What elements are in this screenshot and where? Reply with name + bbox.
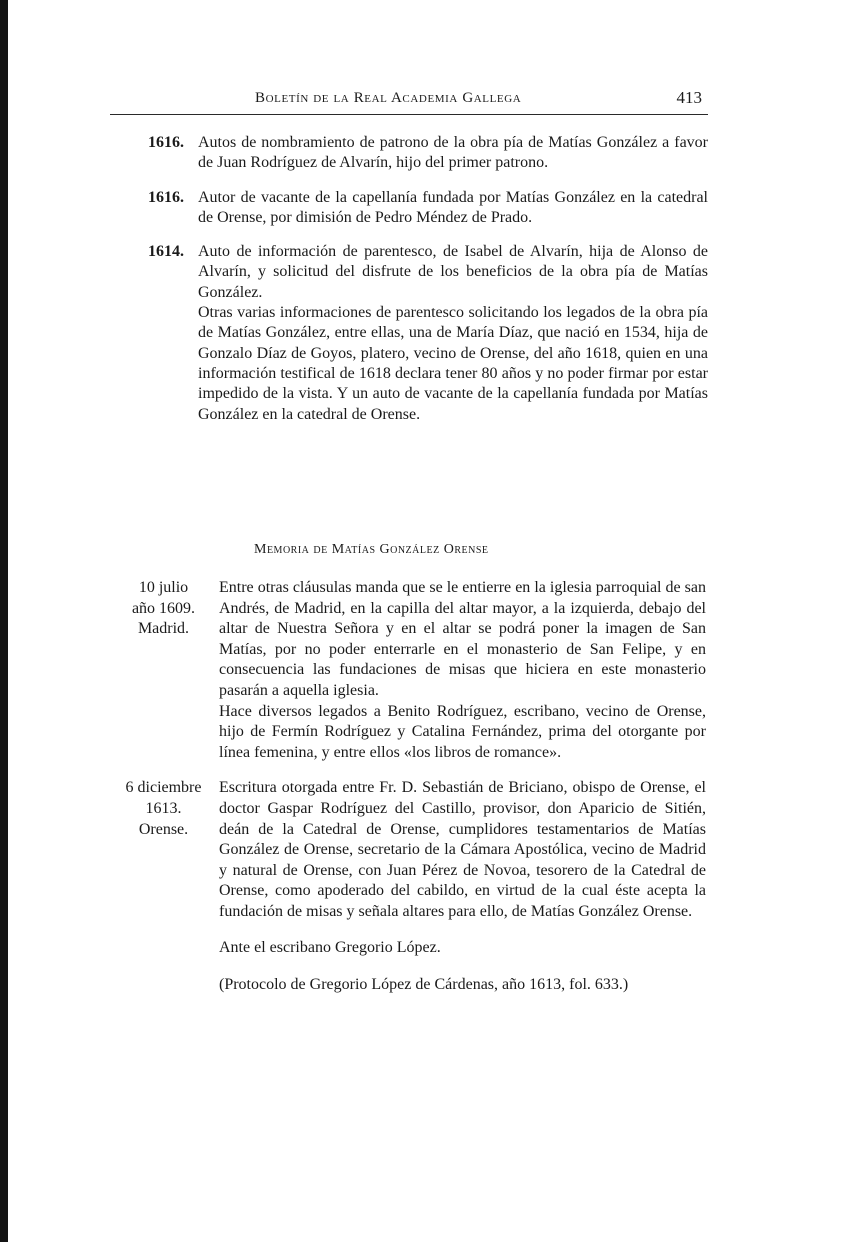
entry-text <box>198 188 708 229</box>
memoria-body <box>219 578 706 763</box>
date-line: año 1609. <box>131 599 196 617</box>
memoria-body <box>219 778 706 922</box>
entry-year: 1614. <box>148 243 184 261</box>
spacer <box>219 958 706 975</box>
document-entry <box>148 133 708 174</box>
entry-paragraph: Autos de nombramiento de patrono de la obra pía de Matías González a favor de Juan Rodríguez de Alvarín, hijo del primer patrono. <box>198 134 708 172</box>
entry-year: 1616. <box>148 188 184 206</box>
notary-line: Ante el escribano Gregorio López. <box>219 938 441 956</box>
memoria-date <box>108 578 219 763</box>
memoria-item <box>108 778 706 922</box>
date-line: Orense. <box>138 820 189 838</box>
date-line: Madrid. <box>137 620 190 638</box>
memoria-section <box>108 578 706 996</box>
date-line: 1613. <box>145 799 182 817</box>
memoria-paragraph: Hace diversos legados a Benito Rodríguez, escribano, vecino de Orense, hijo de Fermín Rodríguez y Catalina Fernández, prima del otorgante por línea femenina, y entre ellos «los libros de romance». <box>219 702 706 761</box>
date-line: 6 diciembre <box>125 779 202 797</box>
date-line: 10 julio <box>138 579 189 596</box>
entry-year: 1616. <box>148 134 184 151</box>
entry-text <box>198 242 708 425</box>
document-entry <box>148 242 708 425</box>
memoria-paragraph: Escritura otorgada entre Fr. D. Sebastián de Briciano, obispo de Orense, el doctor Gaspar Rodríguez del Castillo, provisor, don Aparicio de Sitién, deán de la Catedral de Orense, cumplidores testamentarios de Matías González de Orense, secretario de la Cámara Apostólica, vecino de Madrid y natural de Orense, con Juan Pérez de Novoa, tesorero de la Catedral de Orense, como apoderado del cabildo, en virtud de la cual éste acepta la fundación de misas y señala altares para ello, de Matías González Orense. <box>219 779 706 920</box>
entry-paragraph: Otras varias informaciones de parentesco solicitando los legados de la obra pía de Matías González, entre ellas, una de María Díaz, que nació en 1534, hija de Gonzalo Díaz de Goyos, platero, vecino de Orense, del año 1618, quien en una información testifical de 1618 declara tener 80 años y no poder firmar por estar impedido de la vista. Y un auto de vacante de la capellanía fundada por Matías González en la catedral de Orense. <box>198 304 708 423</box>
page-binding-edge <box>0 0 8 1242</box>
running-title: Boletín de la Real Academia Gallega <box>255 90 522 106</box>
document-entry <box>148 188 708 229</box>
entry-paragraph: Autor de vacante de la capellanía fundada por Matías González en la catedral de Orense, por dimisión de Pedro Méndez de Prado. <box>198 188 708 226</box>
section-heading: Memoria de Matías González Orense <box>254 542 489 557</box>
memoria-date <box>108 778 219 922</box>
page-number: 413 <box>676 88 702 107</box>
protocol-reference: (Protocolo de Gregorio López de Cárdenas, año 1613, fol. 633.) <box>219 976 629 994</box>
memoria-paragraph: Entre otras cláusulas manda que se le entierre en la iglesia parroquial de san Andrés, de Madrid, en la capilla del altar mayor, a la izquierda, debajo del altar de Nuestra Señora y en el altar se podrá poner la imagen de San Matías, por no poder enterrarle en el monasterio de San Felipe, y en consecuencia las fundaciones de misas que hiciera en este monasterio pasarán a aquella iglesia. <box>219 579 706 699</box>
entry-paragraph: Auto de información de parentesco, de Isabel de Alvarín, hija de Alonso de Alvarín, y solicitud del disfrute de los beneficios de la obra pía de Matías González. <box>198 243 708 301</box>
page-header <box>110 88 708 115</box>
document-entries <box>148 133 708 439</box>
entry-text <box>198 133 708 174</box>
closing-notes <box>108 938 706 996</box>
memoria-item <box>108 578 706 763</box>
